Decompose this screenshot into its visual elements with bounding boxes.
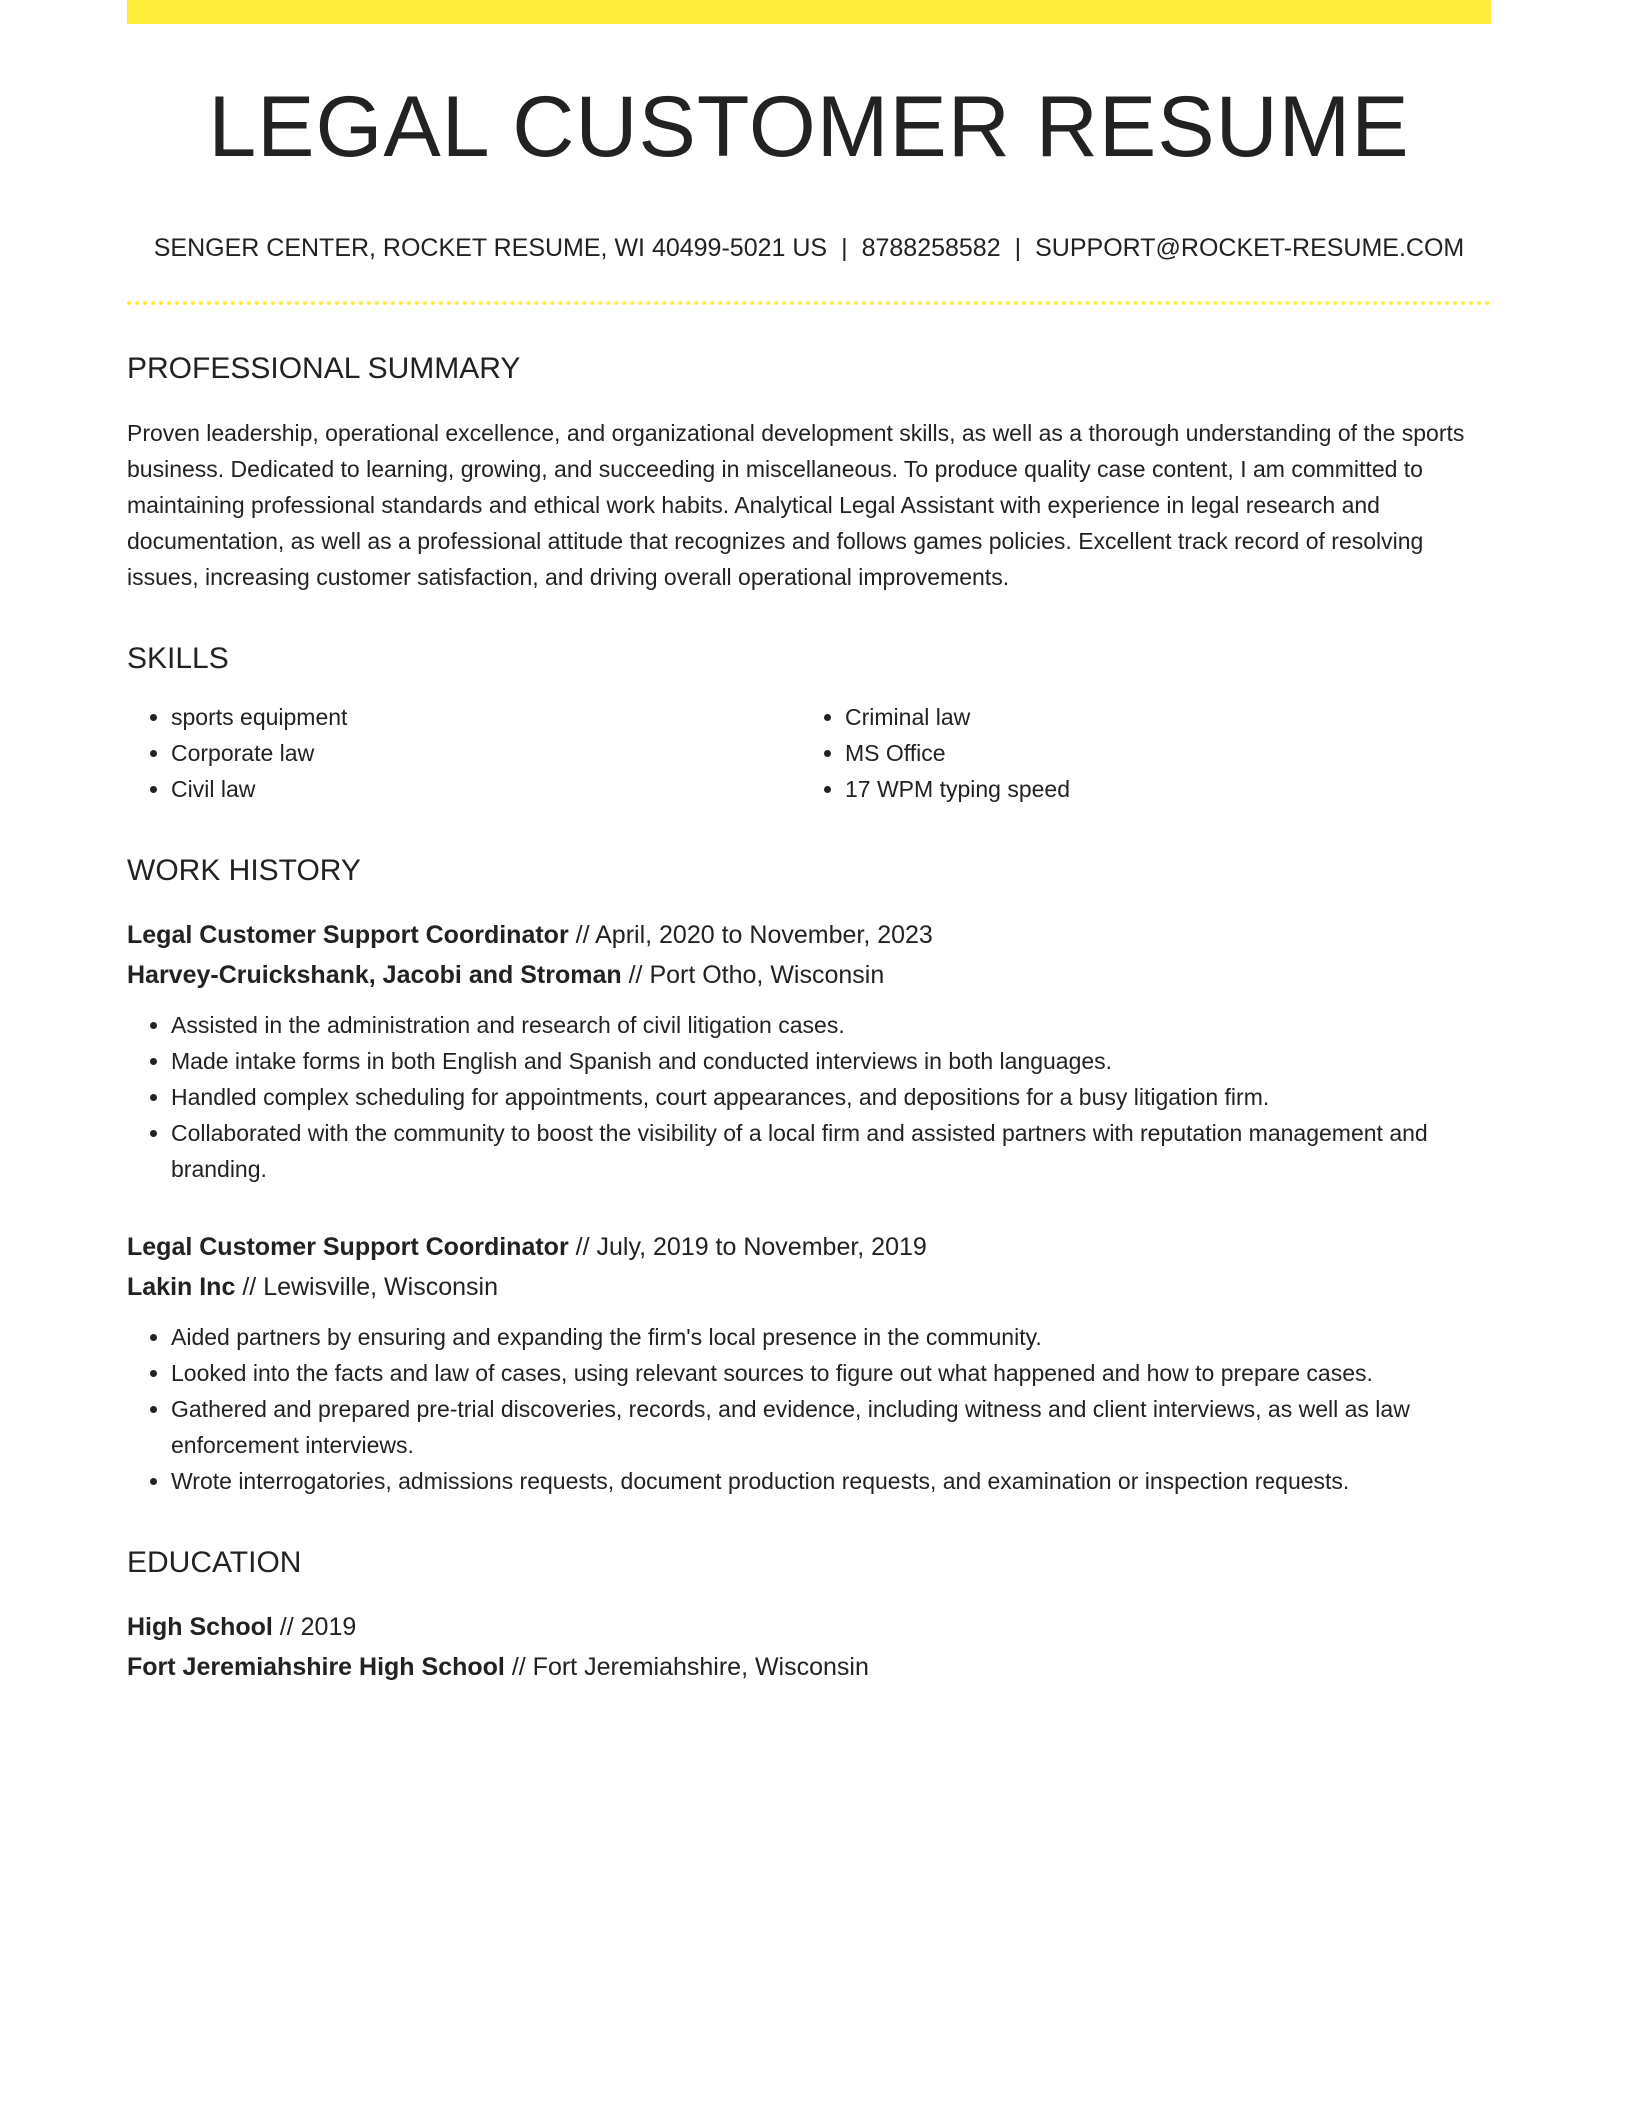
skills-heading: SKILLS [127,642,229,675]
skill-item: • Corporate law [171,735,801,771]
job-entry [127,915,1491,1187]
job-location: Port Otho, Wisconsin [649,961,885,989]
skill-item: • 17 WPM typing speed [845,771,1475,807]
job-bullet: • Made intake forms in both English and Spanish and conducted interviews in both languages. [171,1043,1491,1079]
job-dates: April, 2020 to November, 2023 [595,921,933,949]
education-year: 2019 [300,1613,357,1641]
job-title-line [127,915,1491,955]
contact-email: SUPPORT@ROCKET-RESUME.COM [1035,234,1465,262]
skills-list [127,699,1491,807]
education-degree: High School [127,1613,273,1641]
resume-page [127,0,1491,1687]
education-degree-line [127,1607,1491,1647]
skill-item: • MS Office [845,735,1475,771]
header-divider [127,301,1491,305]
education-location: Fort Jeremiahshire, Wisconsin [532,1653,869,1681]
job-bullets [127,1007,1491,1187]
resume-title: LEGAL CUSTOMER RESUME [208,79,1410,175]
skill-item: • sports equipment [171,699,801,735]
job-company-line [127,1267,1491,1307]
contact-separator: | [1014,234,1022,262]
divider: // [279,1613,294,1641]
education-heading: EDUCATION [127,1546,302,1579]
education-school-line [127,1647,1491,1687]
job-bullet: • Wrote interrogatories, admissions requests, document production requests, and examination or inspection requests. [171,1463,1491,1499]
job-role: Legal Customer Support Coordinator [127,1233,569,1261]
job-bullet: • Looked into the facts and law of cases, using relevant sources to figure out what happened and how to prepare cases. [171,1355,1491,1391]
contact-line [127,234,1491,263]
job-bullet: • Handled complex scheduling for appointments, court appearances, and depositions for a busy litigation firm. [171,1079,1491,1115]
contact-phone: 8788258582 [861,234,1001,262]
skill-item: • Civil law [171,771,801,807]
divider: // [628,961,643,989]
divider: // [242,1273,257,1301]
divider: // [575,921,590,949]
education-entry [127,1607,1491,1687]
divider: // [511,1653,526,1681]
divider: // [575,1233,590,1261]
job-entry [127,1227,1491,1499]
job-bullets [127,1319,1491,1499]
job-bullet: • Collaborated with the community to boost the visibility of a local firm and assisted partners with reputation management and branding. [171,1115,1491,1187]
work-history-heading: WORK HISTORY [127,854,361,887]
education-school: Fort Jeremiahshire High School [127,1653,505,1681]
contact-address: SENGER CENTER, ROCKET RESUME, WI 40499-5021 US [153,234,828,262]
job-company-line [127,955,1491,995]
skill-item: • Criminal law [845,699,1475,735]
summary-text: Proven leadership, operational excellence, and organizational development skills, as well as a thorough understanding of the sports business. Dedicated to learning, growing, and succeeding in miscellaneous. To produce quality case content, I am committed to maintaining professional standards and ethical work habits. Analytical Legal Assistant with experience in legal research and documentation, as well as a professional attitude that recognizes and follows games policies. Excellent track record of resolving issues, increasing customer satisfaction, and driving overall operational improvements. [127,420,1465,590]
summary-heading: PROFESSIONAL SUMMARY [127,352,521,385]
job-dates: July, 2019 to November, 2019 [596,1233,927,1261]
job-company: Harvey-Cruickshank, Jacobi and Stroman [127,961,622,989]
job-role: Legal Customer Support Coordinator [127,921,569,949]
contact-separator: | [841,234,848,262]
job-title-line [127,1227,1491,1267]
job-company: Lakin Inc [127,1273,236,1301]
skills-column-left [127,699,801,807]
job-bullet: • Gathered and prepared pre-trial discoveries, records, and evidence, including witness and client interviews, as well as law enforcement interviews. [171,1391,1491,1463]
job-bullet: • Aided partners by ensuring and expanding the firm's local presence in the community. [171,1319,1491,1355]
skills-column-right [801,699,1475,807]
job-bullet: • Assisted in the administration and research of civil litigation cases. [171,1007,1491,1043]
accent-top-bar [127,0,1491,24]
job-location: Lewisville, Wisconsin [263,1273,498,1301]
